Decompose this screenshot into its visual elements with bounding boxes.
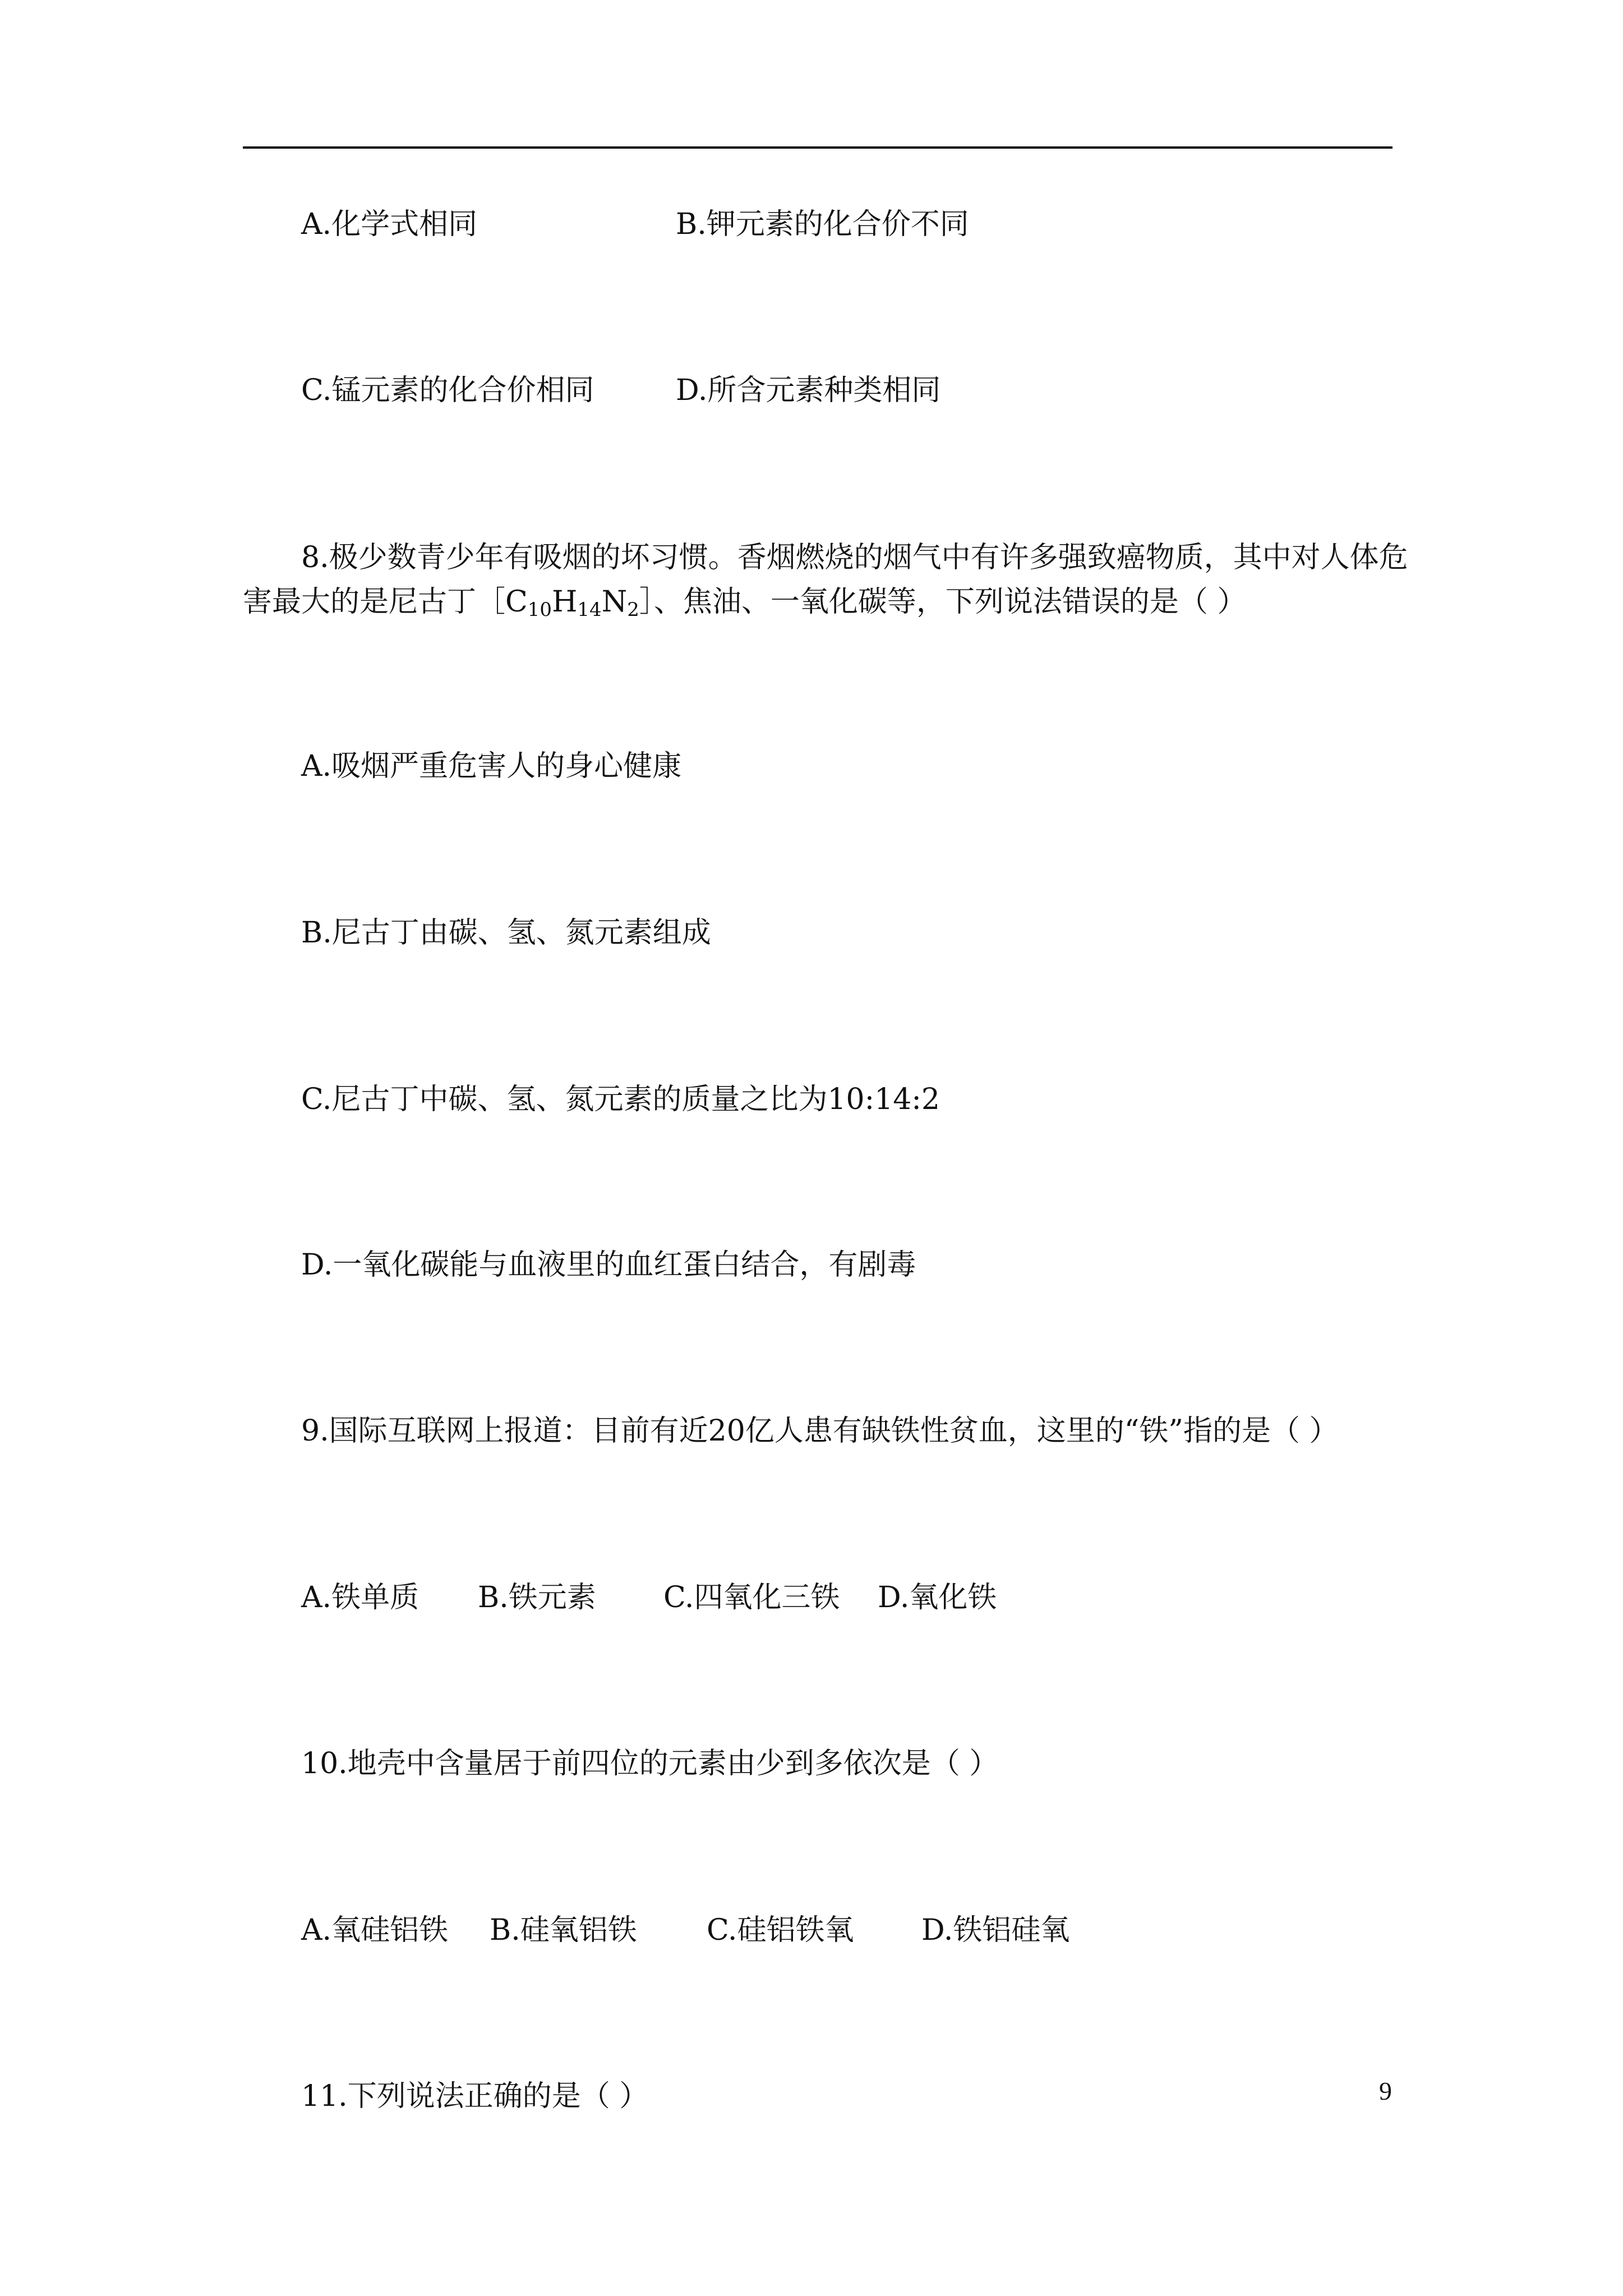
q10-option-a: A.氧硅铝铁 (301, 1913, 449, 1947)
prev-option-b: B.钾元素的化合价不同 (676, 208, 969, 241)
q8-option-b: B.尼古丁由碳、氢、氮元素组成 (301, 916, 711, 950)
formula-sub-n: 2 (627, 599, 639, 621)
q8-option-c: C.尼古丁中碳、氢、氮元素的质量之比为10:14:2 (301, 1083, 940, 1116)
prev-option-a: A.化学式相同 (301, 208, 478, 241)
formula-n: N (601, 585, 628, 619)
formula-sub-h: 14 (577, 599, 602, 621)
q11-stem: 11.下列说法正确的是（ ） (301, 2079, 649, 2113)
q9-option-d: D.氧化铁 (878, 1581, 997, 1614)
formula-sub-c: 10 (527, 599, 552, 621)
prev-option-c: C.锰元素的化合价相同 (301, 374, 594, 407)
q10-option-b: B.硅氧铝铁 (490, 1913, 637, 1947)
q8-stem-line2-post: ］、焦油、一氧化碳等，下列说法错误的是（ ） (639, 585, 1247, 619)
q9-option-b: B.铁元素 (478, 1581, 596, 1614)
q8-stem-line2 (243, 585, 1246, 619)
q9-option-a: A.铁单质 (301, 1581, 419, 1614)
q9-stem: 9.国际互联网上报道：目前有近20亿人患有缺铁性贫血，这里的“铁”指的是（ ） (301, 1414, 1339, 1448)
prev-option-d: D.所含元素种类相同 (676, 374, 941, 407)
q8-option-a: A.吸烟严重危害人的身心健康 (301, 749, 682, 783)
q8-stem-line2-pre: 害最大的是尼古丁［C (243, 585, 528, 619)
q9-option-c: C.四氧化三铁 (663, 1581, 840, 1614)
q10-option-d: D.铁铝硅氧 (921, 1913, 1070, 1947)
page-number: 9 (1379, 2077, 1392, 2105)
header-rule (243, 146, 1393, 149)
formula-h: H (552, 585, 578, 619)
q8-stem-line1: 8.极少数青少年有吸烟的坏习惯。香烟燃烧的烟气中有许多强致癌物质，其中对人体危 (301, 541, 1408, 574)
q10-stem: 10.地壳中含量居于前四位的元素由少到多依次是（ ） (301, 1747, 999, 1780)
q8-option-d: D.一氧化碳能与血液里的血红蛋白结合，有剧毒 (301, 1248, 916, 1282)
q10-option-c: C.硅铝铁氧 (707, 1913, 854, 1947)
